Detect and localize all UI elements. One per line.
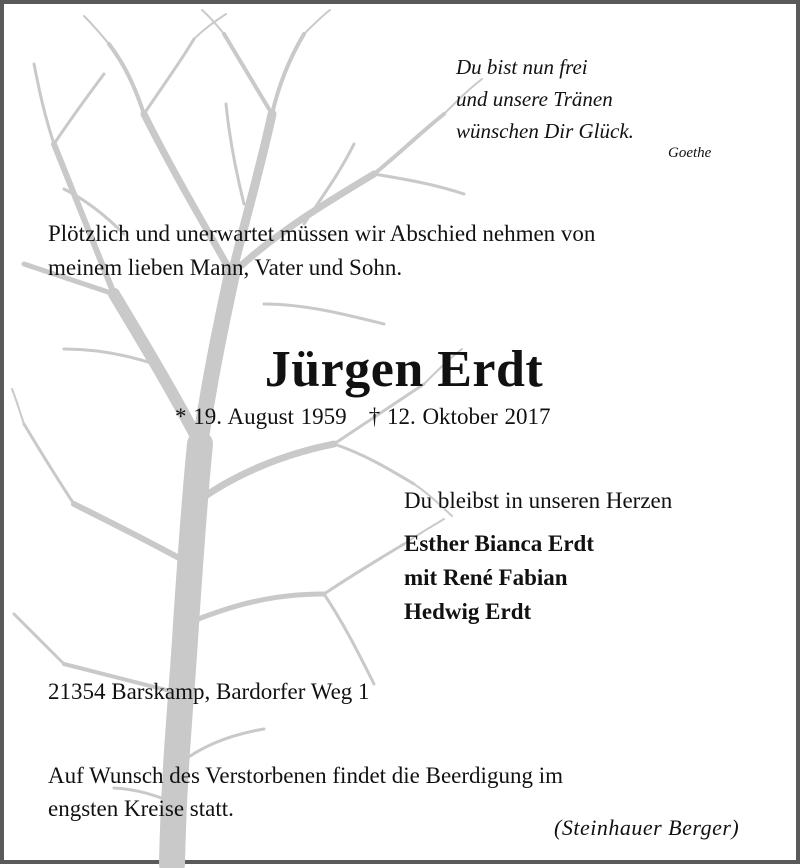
mourner-name: Esther Bianca Erdt [404, 531, 594, 556]
mourner-name: Hedwig Erdt [404, 599, 532, 624]
intro-line: meinem lieben Mann, Vater und Sohn. [48, 255, 403, 280]
mourners-heading: Du bleibst in unseren Herzen [404, 488, 673, 513]
address: 21354 Barskamp, Bardorfer Weg 1 [48, 679, 370, 704]
mourners-list [404, 527, 594, 629]
tree-illustration [4, 4, 800, 868]
quote [456, 51, 634, 147]
quote-line: wünschen Dir Glück. [456, 119, 634, 143]
death-date: † 12. Oktober 2017 [368, 404, 551, 429]
quote-line: Du bist nun frei [456, 55, 588, 79]
stonemason-signature: (Steinhauer Berger) [554, 815, 740, 840]
mourner-name: mit René Fabian [404, 565, 568, 590]
funeral-line: Auf Wunsch des Verstorbenen findet die Beerdigung im [48, 763, 563, 788]
intro-line: Plötzlich und unerwartet müssen wir Abschied nehmen von [48, 221, 596, 246]
funeral-line: engsten Kreise statt. [48, 796, 234, 821]
quote-author: Goethe [668, 145, 712, 161]
quote-line: und unsere Tränen [456, 87, 613, 111]
deceased-name: Jürgen Erdt [264, 341, 544, 398]
life-dates [175, 404, 551, 430]
funeral-note [48, 759, 563, 825]
birth-date: * 19. August 1959 [175, 404, 347, 429]
intro-text [48, 217, 595, 285]
